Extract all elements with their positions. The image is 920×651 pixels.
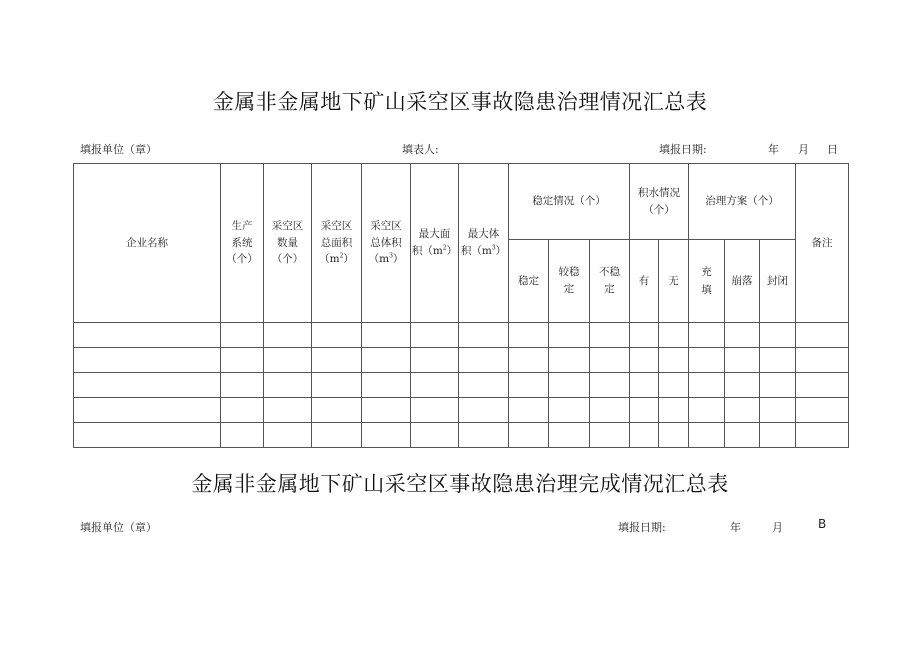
filler-label: 填表人: (402, 143, 439, 156)
table-row (74, 348, 849, 373)
header-goaf-count: 采空区 数量 （个） (264, 164, 312, 323)
header-max-area: 最大面 积$(m^2)$ (411, 164, 459, 323)
month-label-2: 月 (772, 521, 783, 534)
table-row (74, 373, 849, 398)
header-fill: 充填 (689, 240, 725, 323)
header-stability: 稳定情况（个） (509, 164, 630, 240)
header-stable: 稳定 (509, 240, 549, 323)
summary-table (73, 163, 849, 448)
header-unstable: 不稳 定 (590, 240, 630, 323)
unit-label-2: 填报单位（章） (80, 521, 157, 534)
header-total-area: 采空区 总面积 $(m^2)$ (312, 164, 362, 323)
header-caving: 崩落 (725, 240, 760, 323)
table-row (74, 398, 849, 423)
table-row (74, 323, 849, 348)
month-label: 月 (798, 143, 809, 156)
table-row (74, 423, 849, 448)
year-label-2: 年 (730, 521, 741, 534)
date-label: 填报日期: (659, 143, 707, 156)
header-company-name: 企业名称 (74, 164, 221, 323)
date-label-2: 填报日期: (618, 521, 666, 534)
header-fairly-stable: 较稳 定 (549, 240, 590, 323)
header-max-volume: 最大体 积$(m^3)$ (459, 164, 509, 323)
table-title-2: 金属非金属地下矿山采空区事故隐患治理完成情况汇总表 (191, 472, 729, 496)
header-production-systems: 生产 系统 （个） (221, 164, 264, 323)
header-water-no: 无 (659, 240, 689, 323)
header-remarks: 备注 (796, 164, 849, 323)
unit-label: 填报单位（章） (80, 143, 157, 156)
table-title-1: 金属非金属地下矿山采空区事故隐患治理情况汇总表 (212, 90, 708, 114)
year-label: 年 (768, 143, 779, 156)
header-water-yes: 有 (630, 240, 659, 323)
header-water: 积水情况 （个） (630, 164, 689, 240)
day-label: 日 (827, 143, 838, 156)
header-sealing: 封闭 (760, 240, 796, 323)
header-treatment-plan: 治理方案（个） (689, 164, 796, 240)
header-total-volume: 采空区 总体积 $(m^3)$ (362, 164, 411, 323)
day-label-2: B (818, 517, 827, 531)
